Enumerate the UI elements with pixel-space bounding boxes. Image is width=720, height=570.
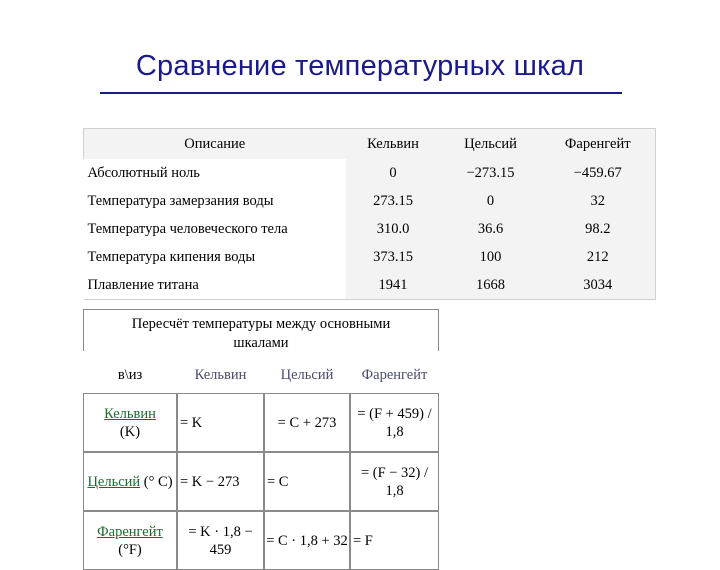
row-kelvin: 373.15 — [346, 243, 441, 271]
conversion-header-row — [83, 357, 439, 393]
row-fahrenheit: −459.67 — [541, 159, 656, 187]
table-row — [84, 215, 656, 243]
table-row — [84, 187, 656, 215]
table-row — [84, 271, 656, 300]
conversion-table-block — [83, 309, 439, 558]
formula-cell: = F — [350, 511, 439, 570]
row-fahrenheit: 98.2 — [541, 215, 656, 243]
comparison-header-row — [84, 129, 656, 160]
fahrenheit-unit: (°F) — [118, 541, 142, 558]
header-fahrenheit: Фаренгейт — [361, 367, 428, 383]
row-fahrenheit: 32 — [541, 187, 656, 215]
formula-cell: = K — [177, 393, 264, 452]
formula-cell: = C + 273 — [264, 393, 350, 452]
row-kelvin: 273.15 — [346, 187, 441, 215]
corner-cell: в\из — [117, 367, 143, 383]
row-fahrenheit: 3034 — [541, 271, 656, 300]
row-celsius: −273.15 — [441, 159, 541, 187]
header-description: Описание — [84, 129, 346, 160]
formula-cell: = C · 1,8 + 32 — [264, 511, 350, 570]
formula-cell: = C — [264, 452, 350, 511]
row-kelvin: 0 — [346, 159, 441, 187]
row-celsius: 0 — [441, 187, 541, 215]
header-celsius: Цельсий — [280, 367, 334, 383]
row-description: Температура кипения воды — [87, 249, 256, 265]
page-title: Сравнение температурных шкал — [135, 50, 585, 82]
caption-frame — [83, 309, 439, 310]
row-celsius: 1668 — [441, 271, 541, 300]
row-celsius: 36.6 — [441, 215, 541, 243]
row-fahrenheit: 212 — [541, 243, 656, 271]
celsius-link[interactable]: Цельсий — [87, 473, 141, 490]
row-label-fahrenheit — [83, 511, 177, 570]
header-celsius: Цельсий — [441, 129, 541, 160]
row-kelvin: 310.0 — [346, 215, 441, 243]
table-row — [83, 452, 439, 511]
row-celsius: 100 — [441, 243, 541, 271]
row-description: Плавление титана — [84, 271, 346, 300]
kelvin-unit: (K) — [119, 423, 141, 440]
header-fahrenheit: Фаренгейт — [541, 129, 656, 160]
row-description: Температура человеческого тела — [87, 221, 288, 237]
row-description: Абсолютный ноль — [87, 165, 200, 181]
row-label-celsius — [83, 452, 177, 511]
table-row — [84, 243, 656, 271]
formula-cell: = (F − 32) / 1,8 — [350, 452, 439, 511]
table-row — [84, 159, 656, 187]
kelvin-link[interactable]: Кельвин — [104, 405, 156, 422]
conversion-table — [83, 357, 439, 570]
formula-cell: = K · 1,8 − 459 — [177, 511, 264, 570]
celsius-unit: (° C) — [143, 473, 173, 490]
row-label-kelvin — [83, 393, 177, 452]
title-underline — [100, 92, 622, 94]
row-description: Температура замерзания воды — [87, 193, 274, 209]
table-row — [83, 393, 439, 452]
conversion-caption: Пересчёт температуры между основными шкалами — [131, 316, 391, 351]
header-kelvin: Кельвин — [194, 367, 247, 383]
comparison-table — [83, 128, 656, 300]
formula-cell: = (F + 459) / 1,8 — [350, 393, 439, 452]
header-kelvin: Кельвин — [346, 129, 441, 160]
formula-cell: = K − 273 — [177, 452, 264, 511]
fahrenheit-link[interactable]: Фаренгейт — [97, 523, 163, 540]
row-kelvin: 1941 — [346, 271, 441, 300]
table-row — [83, 511, 439, 570]
